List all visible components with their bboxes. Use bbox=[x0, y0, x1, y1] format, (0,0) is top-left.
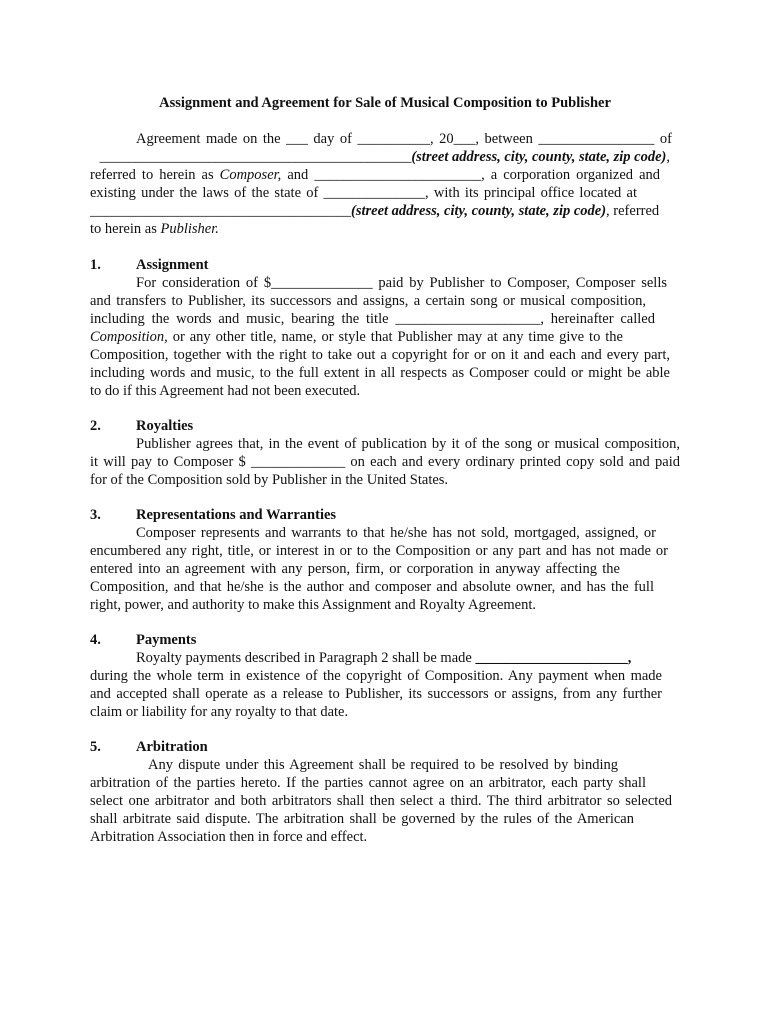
intro-text: referred to herein as bbox=[90, 167, 220, 183]
s5-line-4: shall arbitrate said dispute. The arbitration shall be governed by the rules of the American bbox=[90, 811, 634, 827]
s3-line-1: Composer represents and warrants to that he/she has not sold, mortgaged, assigned, or bbox=[136, 525, 656, 541]
s4-line-4: claim or liability for any royalty to that date. bbox=[90, 704, 349, 720]
section-5-heading bbox=[90, 738, 208, 756]
address-hint: (street address, city, county, state, zip code) bbox=[411, 149, 667, 165]
publisher-term: Publisher. bbox=[160, 221, 219, 237]
section-number: 5. bbox=[90, 739, 101, 755]
s1-line-4 bbox=[90, 328, 623, 346]
s4-line-2: during the whole term in existence of the copyright of Composition. Any payment when made bbox=[90, 668, 662, 684]
section-title: Representations and Warranties bbox=[136, 507, 337, 523]
s5-line-3: select one arbitrator and both arbitrators shall then select a third. The third arbitrator so selected bbox=[90, 793, 672, 809]
section-number: 3. bbox=[90, 507, 101, 523]
section-number: 1. bbox=[90, 257, 101, 273]
s1-line-2: and transfers to Publisher, its successors and assigns, a certain song or musical composition, bbox=[90, 293, 646, 309]
section-title: Arbitration bbox=[136, 739, 208, 755]
s4-line-3: and accepted shall operate as a release to Publisher, its successors or assigns, from any further bbox=[90, 686, 662, 702]
section-title: Royalties bbox=[136, 418, 194, 434]
s5-line-2: arbitration of the parties hereto. If the parties cannot agree on an arbitrator, each party shall bbox=[90, 775, 646, 791]
intro-text: and _______________________, a corporation organized and bbox=[281, 167, 660, 183]
s1-line-1: For consideration of $______________ paid by Publisher to Composer, Composer sells bbox=[136, 275, 667, 291]
intro-line-3 bbox=[90, 166, 660, 184]
s2-line-2: it will pay to Composer $ _____________ on each and every ordinary printed copy sold and paid bbox=[90, 454, 680, 470]
s3-line-5: right, power, and authority to make this Assignment and Royalty Agreement. bbox=[90, 597, 537, 613]
intro-line-6 bbox=[90, 220, 690, 238]
section-title: Payments bbox=[136, 632, 197, 648]
s5-line-1: Any dispute under this Agreement shall be required to be resolved by binding bbox=[148, 757, 618, 773]
address-blank: ____________________________________ bbox=[90, 203, 351, 219]
s3-line-2: encumbered any right, title, or interest in or to the Composition or any part and has not made or bbox=[90, 543, 668, 559]
payment-blank: _____________________, bbox=[475, 650, 632, 666]
s4-line-1 bbox=[136, 649, 656, 667]
s4-text: Royalty payments described in Paragraph 2 shall be made bbox=[136, 650, 476, 666]
section-3-heading bbox=[90, 506, 336, 524]
intro-line-5 bbox=[90, 202, 670, 220]
intro-text: to herein as bbox=[90, 221, 161, 237]
s2-line-3: for of the Composition sold by Publisher in the United States. bbox=[90, 472, 449, 488]
section-2-heading bbox=[90, 417, 193, 435]
title-blank: including the words and music, bearing the title ____________________ bbox=[90, 311, 541, 327]
s1-line-6: including words and music, to the full extent in all respects as Composer could or might be able bbox=[90, 365, 670, 381]
s1-line-7: to do if this Agreement had not been executed. bbox=[90, 383, 361, 399]
intro-line-2 bbox=[90, 148, 670, 166]
composition-term: Composition, bbox=[90, 329, 168, 345]
comma: , bbox=[666, 149, 670, 165]
s3-line-4: Composition, and that he/she is the author and composer and absolute owner, and has the full bbox=[90, 579, 654, 595]
section-number: 2. bbox=[90, 418, 101, 434]
section-title: Assignment bbox=[136, 257, 209, 273]
s1-text: , hereinafter called bbox=[540, 311, 655, 327]
address-blank: ___________________________________________ bbox=[99, 149, 412, 165]
s3-line-3: entered into an agreement with any person, firm, or corporation in anyway affecting the bbox=[90, 561, 620, 577]
intro-text: , referred bbox=[606, 203, 660, 219]
intro-line-1: Agreement made on the ___ day of __________, 20___, between ________________ of bbox=[136, 131, 672, 147]
address-hint: (street address, city, county, state, zip code) bbox=[351, 203, 607, 219]
section-number: 4. bbox=[90, 632, 101, 648]
s5-line-5: Arbitration Association then in force and effect. bbox=[90, 829, 368, 845]
section-1-heading bbox=[90, 256, 209, 274]
s1-line-3 bbox=[90, 310, 655, 328]
intro-line-4: existing under the laws of the state of ______________, with its principal office located at bbox=[90, 185, 637, 201]
s1-line-5: Composition, together with the right to take out a copyright for or on it and each and every part, bbox=[90, 347, 670, 363]
s1-text: or any other title, name, or style that Publisher may at any time give to the bbox=[167, 329, 623, 345]
section-4-heading bbox=[90, 631, 196, 649]
composer-term: Composer, bbox=[219, 167, 282, 183]
s2-line-1: Publisher agrees that, in the event of publication by it of the song or musical composition, bbox=[136, 436, 680, 452]
document-title: Assignment and Agreement for Sale of Musical Composition to Publisher bbox=[159, 95, 611, 111]
